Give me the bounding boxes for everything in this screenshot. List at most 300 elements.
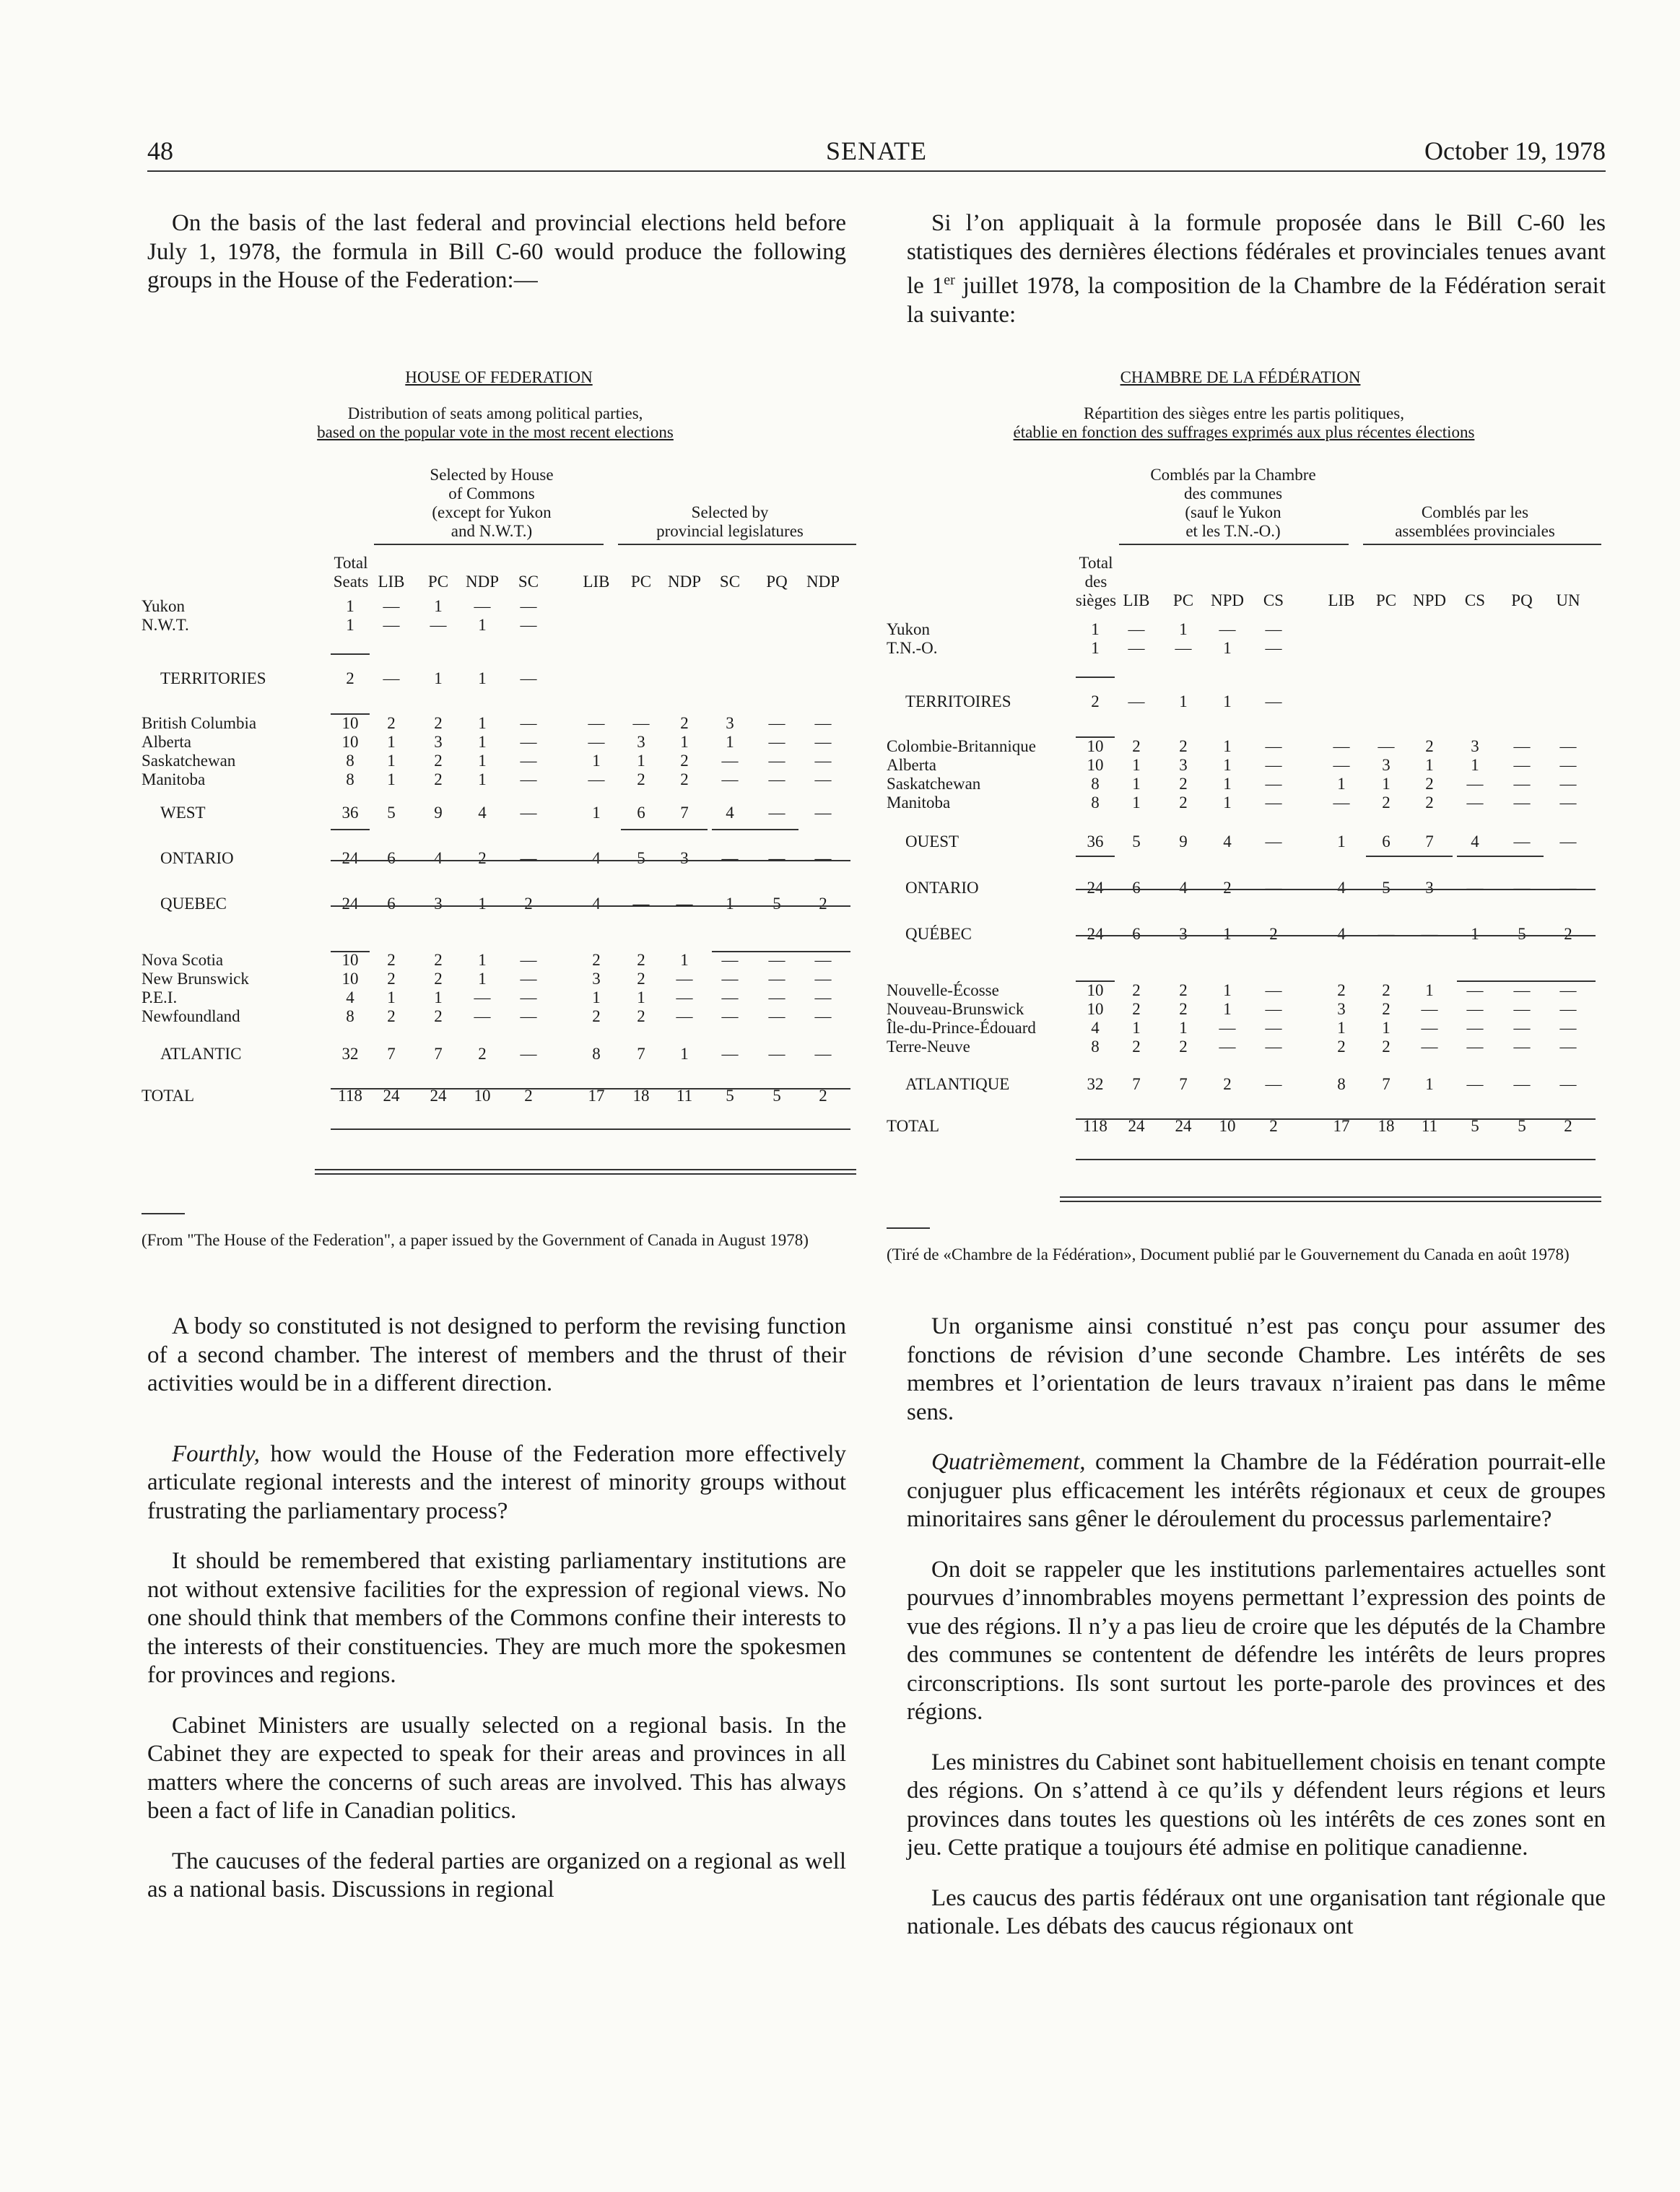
- table-cell: 1: [1223, 756, 1232, 774]
- table-cell: —: [676, 1007, 693, 1025]
- table-cell: 2: [387, 1007, 396, 1025]
- table-cell: 1: [478, 616, 487, 634]
- table-cell: 2: [1269, 925, 1278, 943]
- table-cell: 24: [430, 1087, 447, 1105]
- row-label: Yukon: [142, 597, 186, 615]
- table-cell: —: [768, 804, 785, 822]
- table-cell: —: [676, 988, 693, 1006]
- table-cell: 8: [592, 1045, 601, 1063]
- table-cell: —: [1559, 1038, 1577, 1056]
- table-cell: 4: [1471, 832, 1479, 851]
- table-cell: 10: [341, 714, 359, 732]
- table-cell: —: [1466, 1019, 1484, 1037]
- table-cell: 10: [341, 733, 359, 751]
- table-cell: —: [520, 804, 537, 822]
- row-label: TOTAL: [142, 1087, 195, 1105]
- table-cell: —: [1513, 832, 1531, 851]
- table-cell: 36: [1087, 832, 1104, 851]
- table-cell: 3: [1425, 879, 1434, 897]
- table-cell: 1: [1223, 925, 1232, 943]
- seat-table-en: [142, 365, 856, 1195]
- table-cell: 5: [1518, 925, 1526, 943]
- table-cell: 2: [434, 714, 443, 732]
- table-cell: 5: [387, 804, 396, 822]
- total-header: Total: [334, 554, 368, 572]
- table-cell: 2: [637, 970, 645, 988]
- column-header: LIB: [583, 573, 610, 591]
- table-cell: 2: [819, 895, 827, 913]
- table-cell: —: [768, 951, 785, 969]
- table-cell: 7: [1382, 1075, 1390, 1093]
- table-cell: 5: [726, 1087, 734, 1105]
- table-cell: —: [1265, 775, 1282, 793]
- table-cell: 4: [1337, 925, 1346, 943]
- table-cell: 3: [1471, 737, 1479, 755]
- table-cell: 2: [1425, 775, 1434, 793]
- table-cell: 10: [341, 970, 359, 988]
- table-cell: —: [814, 770, 832, 788]
- table-cell: —: [520, 752, 537, 770]
- table-cell: 10: [1087, 981, 1104, 999]
- table-cell: 3: [680, 849, 689, 867]
- table-cell: 2: [819, 1087, 827, 1105]
- table-cell: 2: [1382, 981, 1390, 999]
- table-cell: —: [1421, 1038, 1438, 1056]
- table-cell: —: [1513, 756, 1531, 774]
- table-cell: —: [1559, 737, 1577, 755]
- table-cell: 4: [1223, 832, 1232, 851]
- table-cell: —: [1219, 1019, 1236, 1037]
- group-header-commons: Comblés par la Chambre: [1150, 466, 1316, 484]
- paragraph: Un organisme ainsi constitué n’est pas conçu pour assumer des fonctions de révision d’une seconde Chambre. Les intérêts de ses membres et l’orientation de leurs travaux n’iraient pas dans le même sens.: [907, 1313, 1606, 1425]
- table-cell: 8: [1337, 1075, 1346, 1093]
- table-cell: 4: [478, 804, 487, 822]
- paragraph: Cabinet Ministers are usually selected on a regional basis. In the Cabinet they are expected to speak for their areas and provinces in all matters where the concerns of such areas are involved. This has always been a fact of life in Canadian politics.: [147, 1712, 846, 1824]
- table-cell: 1: [387, 733, 396, 751]
- column-header: NPD: [1412, 591, 1446, 609]
- table-cell: —: [1559, 1075, 1577, 1093]
- table-cell: —: [814, 970, 832, 988]
- table-cell: 3: [726, 714, 734, 732]
- table-title: HOUSE OF FEDERATION: [405, 368, 593, 386]
- row-label: Alberta: [142, 733, 191, 751]
- table-cell: —: [520, 597, 537, 615]
- table-cell: —: [520, 770, 537, 788]
- group-header-commons: des communes: [1183, 484, 1283, 503]
- table-cell: —: [768, 1007, 785, 1025]
- table-cell: —: [1559, 756, 1577, 774]
- table-cell: —: [520, 970, 537, 988]
- table-cell: 2: [434, 770, 443, 788]
- paragraph: Les ministres du Cabinet sont habituellement choisis en tenant compte des régions. On s’attend à ce qu’ils y défendent leurs régions et leurs provinces dans toutes les questions où les intérêts de ces zones sont en jeu. Cette pratique a toujours été admise en politique canadienne.: [907, 1749, 1606, 1861]
- table-cell: —: [768, 752, 785, 770]
- table-cell: 2: [1382, 1038, 1390, 1056]
- source-note-fr: (Tiré de «Chambre de la Fédération», Document publié par le Gouvernement du Canada en août 1978): [887, 1245, 1570, 1264]
- table-cell: 1: [1132, 775, 1141, 793]
- table-cell: —: [1265, 737, 1282, 755]
- table-cell: 2: [637, 770, 645, 788]
- table-cell: 1: [478, 752, 487, 770]
- table-cell: —: [1128, 692, 1145, 710]
- table-cell: 2: [592, 1007, 601, 1025]
- column-header: PQ: [1511, 591, 1533, 609]
- table-cell: 1: [1337, 775, 1346, 793]
- table-cell: 10: [474, 1087, 491, 1105]
- table-cell: 4: [1091, 1019, 1100, 1037]
- total-header: des: [1084, 573, 1107, 591]
- paragraph: Quatrièmement, comment la Chambre de la Fédération pourrait-elle conjuguer plus efficacement les intérêts régionaux et ceux de groupes minoritaires sans gêner le déroulement du processus parlementaire?: [907, 1449, 1606, 1532]
- table-cell: —: [814, 988, 832, 1006]
- table-cell: —: [1559, 1000, 1577, 1018]
- table-cell: —: [520, 988, 537, 1006]
- table-cell: 1: [680, 951, 689, 969]
- table-cell: 2: [434, 1007, 443, 1025]
- group-header-provincial: Selected by: [691, 503, 769, 521]
- intro-paragraph-fr: Si l’on appliquait à la formule proposée dans le Bill C-60 les statistiques des dernières élections fédérales et provinciales tenues avant le 1er juillet 1978, la composition de la Chambre de la Fédération serait la suivante:: [907, 210, 1606, 328]
- table-cell: 6: [387, 895, 396, 913]
- table-cell: —: [721, 970, 739, 988]
- table-cell: 1: [1425, 981, 1434, 999]
- table-cell: —: [1128, 639, 1145, 657]
- table-subtitle: établie en fonction des suffrages exprimés aux plus récentes élections: [1013, 423, 1475, 441]
- table-cell: —: [676, 895, 693, 913]
- lead-word: Quatrièmement,: [931, 1449, 1086, 1475]
- table-cell: 1: [1471, 756, 1479, 774]
- table-cell: 2: [1179, 1000, 1188, 1018]
- table-cell: 11: [1421, 1117, 1438, 1135]
- table-cell: 2: [1223, 879, 1232, 897]
- table-cell: —: [1559, 832, 1577, 851]
- table-cell: 1: [1132, 1019, 1141, 1037]
- total-header: Total: [1079, 554, 1113, 572]
- row-label: T.N.-O.: [887, 639, 938, 657]
- table-cell: 2: [1382, 1000, 1390, 1018]
- table-cell: —: [1466, 981, 1484, 999]
- table-cell: —: [1265, 793, 1282, 812]
- column-header: CS: [1263, 591, 1284, 609]
- table-cell: 118: [338, 1087, 362, 1105]
- table-cell: —: [1513, 1075, 1531, 1093]
- table-cell: —: [814, 1007, 832, 1025]
- table-cell: 2: [1564, 1117, 1572, 1135]
- table-cell: 2: [1337, 981, 1346, 999]
- intro-en: [147, 209, 846, 295]
- table-cell: —: [721, 849, 739, 867]
- row-label: British Columbia: [142, 714, 257, 732]
- table-cell: —: [588, 714, 605, 732]
- group-header-commons: et les T.N.-O.): [1185, 522, 1281, 540]
- table-cell: —: [814, 804, 832, 822]
- table-cell: —: [430, 616, 447, 634]
- column-header: CS: [1464, 591, 1486, 609]
- table-cell: 3: [637, 733, 645, 751]
- table-cell: 3: [592, 970, 601, 988]
- table-cell: 7: [637, 1045, 645, 1063]
- table-cell: 6: [1382, 832, 1390, 851]
- table-cell: —: [1333, 793, 1350, 812]
- table-cell: 5: [1518, 1117, 1526, 1135]
- table-cell: 4: [592, 895, 601, 913]
- table-cell: —: [1265, 1038, 1282, 1056]
- table-cell: 7: [680, 804, 689, 822]
- table-cell: 2: [434, 951, 443, 969]
- row-label: P.E.I.: [142, 988, 178, 1006]
- table-cell: 3: [434, 733, 443, 751]
- table-cell: 1: [387, 988, 396, 1006]
- table-cell: —: [383, 616, 400, 634]
- column-header: SC: [719, 573, 741, 591]
- table-cell: 1: [478, 733, 487, 751]
- table-cell: 2: [434, 752, 443, 770]
- page-title: SENATE: [826, 136, 927, 165]
- table-cell: 4: [726, 804, 734, 822]
- table-cell: 1: [478, 714, 487, 732]
- page-header: [147, 136, 1606, 172]
- table-cell: 2: [1179, 981, 1188, 999]
- table-cell: —: [1466, 775, 1484, 793]
- group-header-commons: and N.W.T.): [451, 522, 533, 540]
- table-cell: —: [1421, 1000, 1438, 1018]
- table-cell: 2: [1564, 925, 1572, 943]
- table-cell: —: [1265, 620, 1282, 638]
- table-cell: 2: [524, 1087, 533, 1105]
- group-header-commons: Selected by House: [430, 466, 554, 484]
- table-cell: 3: [1179, 756, 1188, 774]
- table-cell: —: [1265, 756, 1282, 774]
- table-cell: 36: [341, 804, 359, 822]
- table-cell: —: [768, 714, 785, 732]
- table-cell: 1: [1223, 775, 1232, 793]
- table-cell: 6: [1132, 879, 1141, 897]
- table-cell: 1: [1337, 832, 1346, 851]
- table-cell: 1: [1223, 737, 1232, 755]
- group-header-commons: of Commons: [448, 484, 535, 503]
- table-cell: 1: [1132, 793, 1141, 812]
- table-cell: 2: [592, 951, 601, 969]
- column-header: NDP: [667, 573, 701, 591]
- column-header: NDP: [465, 573, 499, 591]
- table-cell: —: [1421, 925, 1438, 943]
- table-cell: 32: [1087, 1075, 1104, 1093]
- table-cell: 1: [478, 895, 487, 913]
- table-cell: 2: [478, 1045, 487, 1063]
- table-cell: 4: [1179, 879, 1188, 897]
- table-cell: —: [1513, 793, 1531, 812]
- table-cell: 17: [1333, 1117, 1350, 1135]
- table-cell: 8: [1091, 1038, 1100, 1056]
- table-cell: —: [632, 895, 650, 913]
- table-cell: 7: [434, 1045, 443, 1063]
- intro-fr: [907, 209, 1606, 329]
- table-cell: 18: [632, 1087, 650, 1105]
- table-cell: 1: [434, 988, 443, 1006]
- table-cell: 2: [1179, 737, 1188, 755]
- row-label: WEST: [160, 804, 206, 822]
- table-cell: 1: [592, 804, 601, 822]
- table-cell: 1: [1091, 639, 1100, 657]
- row-label: Manitoba: [142, 770, 206, 788]
- table-cell: 2: [1132, 981, 1141, 999]
- table-cell: 2: [346, 669, 354, 687]
- table-cell: 1: [1223, 639, 1232, 657]
- table-cell: —: [1466, 793, 1484, 812]
- body-en: [147, 1313, 846, 1905]
- table-cell: —: [721, 951, 739, 969]
- table-cell: 2: [1337, 1038, 1346, 1056]
- table-subtitle: based on the popular vote in the most recent elections: [317, 423, 674, 441]
- table-cell: 1: [1179, 1019, 1188, 1037]
- table-cell: 1: [592, 752, 601, 770]
- table-cell: 2: [1091, 692, 1100, 710]
- table-cell: —: [1559, 879, 1577, 897]
- intro-paragraph-en: On the basis of the last federal and provincial elections held before July 1, 1978, the formula in Bill C-60 would produce the following groups in the House of the Federation:—: [147, 210, 846, 293]
- row-label: Saskatchewan: [887, 775, 981, 793]
- column-header: PC: [1375, 591, 1397, 609]
- row-label: TERRITORIES: [160, 669, 266, 687]
- row-label: Nouveau-Brunswick: [887, 1000, 1024, 1018]
- table-cell: —: [1559, 981, 1577, 999]
- table-cell: —: [520, 616, 537, 634]
- table-cell: —: [1377, 737, 1395, 755]
- table-cell: 5: [772, 895, 781, 913]
- table-cell: 24: [383, 1087, 400, 1105]
- table-cell: —: [474, 597, 491, 615]
- table-title: CHAMBRE DE LA FÉDÉRATION: [1120, 368, 1361, 386]
- paragraph: Fourthly, how would the House of the Federation more effectively articulate regional interests and the interest of minority groups without frustrating the parliamentary process?: [147, 1440, 846, 1524]
- table-cell: 1: [1425, 1075, 1434, 1093]
- table-cell: —: [1559, 793, 1577, 812]
- column-header: SC: [518, 573, 539, 591]
- table-cell: —: [1421, 1019, 1438, 1037]
- table-cell: 1: [1471, 925, 1479, 943]
- table-cell: 24: [1087, 879, 1104, 897]
- row-label: TERRITOIRES: [905, 692, 1011, 710]
- page-date: October 19, 1978: [1424, 136, 1606, 165]
- table-cell: 2: [1179, 793, 1188, 812]
- table-cell: 2: [524, 895, 533, 913]
- column-header: PC: [1172, 591, 1194, 609]
- table-cell: —: [1265, 832, 1282, 851]
- table-cell: —: [814, 714, 832, 732]
- table-cell: 1: [1091, 620, 1100, 638]
- table-cell: —: [588, 770, 605, 788]
- table-cell: 2: [1132, 1000, 1141, 1018]
- table-cell: 5: [637, 849, 645, 867]
- table-cell: —: [520, 1007, 537, 1025]
- group-header-provincial: assemblées provinciales: [1395, 522, 1555, 540]
- table-cell: 2: [478, 849, 487, 867]
- table-cell: 118: [1083, 1117, 1107, 1135]
- table-cell: 1: [1223, 1000, 1232, 1018]
- row-label: Île-du-Prince-Édouard: [887, 1019, 1036, 1037]
- paragraph: A body so constituted is not designed to perform the revising function of a second chamber. The interest of members and the thrust of their activities would be in a different direction.: [147, 1313, 846, 1396]
- table-cell: 1: [726, 733, 734, 751]
- table-cell: 1: [1132, 756, 1141, 774]
- table-cell: 3: [434, 895, 443, 913]
- table-cell: —: [1377, 925, 1395, 943]
- row-label: Nova Scotia: [142, 951, 224, 969]
- row-label: QUÉBEC: [905, 925, 972, 943]
- row-label: OUEST: [905, 832, 959, 851]
- table-cell: —: [520, 849, 537, 867]
- table-cell: —: [1265, 1075, 1282, 1093]
- table-cell: —: [520, 733, 537, 751]
- row-label: Alberta: [887, 756, 936, 774]
- row-label: ONTARIO: [160, 849, 234, 867]
- table-cell: —: [721, 1045, 739, 1063]
- table-cell: 10: [1087, 1000, 1104, 1018]
- table-cell: —: [632, 714, 650, 732]
- total-header: Seats: [333, 573, 369, 591]
- table-cell: 2: [434, 970, 443, 988]
- table-cell: 3: [1337, 1000, 1346, 1018]
- table-cell: —: [1265, 1000, 1282, 1018]
- table-cell: 1: [387, 752, 396, 770]
- table-cell: 1: [1223, 692, 1232, 710]
- table-cell: 1: [1223, 981, 1232, 999]
- table-cell: —: [1513, 981, 1531, 999]
- row-label: New Brunswick: [142, 970, 249, 988]
- table-cell: —: [814, 733, 832, 751]
- table-cell: 1: [478, 669, 487, 687]
- table-cell: —: [1219, 1038, 1236, 1056]
- table-cell: 2: [387, 970, 396, 988]
- table-cell: 1: [637, 988, 645, 1006]
- table-cell: 1: [1382, 775, 1390, 793]
- row-label: ATLANTIC: [160, 1045, 242, 1063]
- row-label: Colombie-Britannique: [887, 737, 1036, 755]
- table-cell: 2: [1132, 1038, 1141, 1056]
- table-cell: 7: [1132, 1075, 1141, 1093]
- table-cell: —: [1265, 639, 1282, 657]
- row-label: Newfoundland: [142, 1007, 240, 1025]
- table-cell: 1: [1223, 793, 1232, 812]
- table-cell: 2: [1132, 737, 1141, 755]
- paragraph: Les caucus des partis fédéraux ont une organisation tant régionale que nationale. Les débats des caucus régionaux ont: [907, 1884, 1606, 1939]
- table-cell: 9: [434, 804, 443, 822]
- table-cell: 1: [1179, 620, 1188, 638]
- table-cell: —: [1175, 639, 1192, 657]
- table-cell: 1: [1425, 756, 1434, 774]
- table-cell: —: [520, 951, 537, 969]
- table-cell: 1: [478, 951, 487, 969]
- table-cell: 4: [346, 988, 354, 1006]
- table-cell: 1: [346, 616, 354, 634]
- table-cell: —: [1466, 879, 1484, 897]
- table-cell: 6: [1132, 925, 1141, 943]
- column-header: PC: [630, 573, 652, 591]
- table-cell: 1: [726, 895, 734, 913]
- table-cell: —: [768, 770, 785, 788]
- row-label: Nouvelle-Écosse: [887, 981, 999, 999]
- column-header: NDP: [806, 573, 840, 591]
- table-cell: 5: [1471, 1117, 1479, 1135]
- table-cell: 10: [1087, 737, 1104, 755]
- table-cell: 2: [387, 951, 396, 969]
- table-cell: 1: [478, 970, 487, 988]
- column-header: PQ: [766, 573, 788, 591]
- table-cell: —: [676, 970, 693, 988]
- table-cell: 2: [637, 951, 645, 969]
- table-cell: 2: [637, 1007, 645, 1025]
- table-cell: —: [768, 988, 785, 1006]
- table-cell: 8: [1091, 775, 1100, 793]
- table-cell: 7: [1425, 832, 1434, 851]
- table-cell: 24: [341, 895, 359, 913]
- table-cell: 10: [341, 951, 359, 969]
- table-cell: —: [520, 669, 537, 687]
- table-cell: —: [721, 770, 739, 788]
